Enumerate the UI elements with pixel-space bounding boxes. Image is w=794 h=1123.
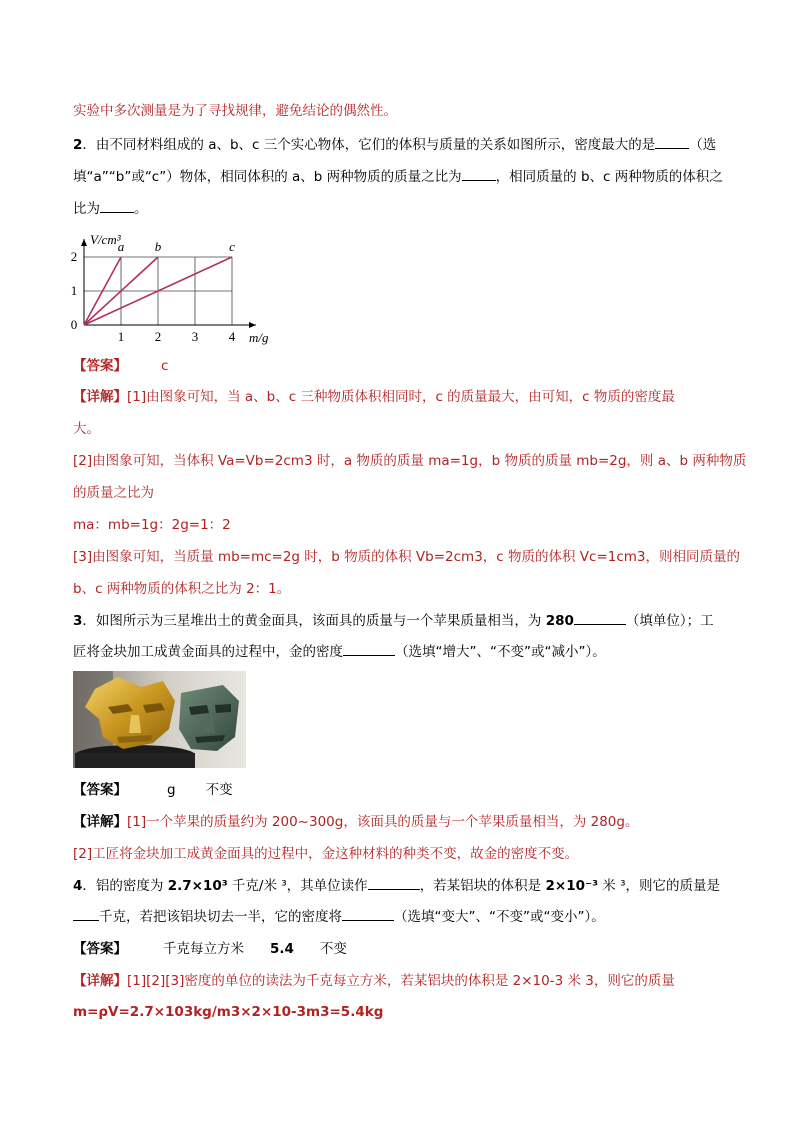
x-axis-arrow	[249, 322, 256, 328]
q2-line-3	[73, 200, 148, 218]
q4-answer-label: 【答案】	[73, 941, 127, 957]
q4-line-1	[73, 877, 720, 895]
q3-number-280: 280	[545, 613, 574, 629]
q2-line-2	[73, 168, 723, 186]
x-axis-label: m/g	[249, 330, 269, 345]
q3-blank-2[interactable]	[343, 643, 395, 656]
x-tick-label-4: 4	[228, 329, 236, 344]
q4-answer-2: 5.4	[270, 941, 294, 957]
q3-answer-row	[73, 781, 233, 799]
q4-blank-2[interactable]	[73, 908, 99, 921]
q3-answer-label: 【答案】	[73, 782, 127, 798]
y-tick-label-1: 1	[70, 283, 78, 298]
q4-density-value: 2.7×10³	[167, 878, 228, 894]
q3-detail-label: 【详解】	[73, 814, 127, 830]
q3-text-1b: （填单位）；工	[625, 613, 714, 629]
q4-detail-2: m=ρV=2.7×103kg/m3×2×10-3m3=5.4kg	[73, 1004, 384, 1020]
series-label-a: a	[117, 239, 125, 254]
q4-answer-1: 千克每立方米	[163, 941, 244, 957]
series-label-c: c	[229, 239, 235, 254]
q3-detail-1-text: [1]一个苹果的质量约为 200~300g，该面具的质量与一个苹果质量相当，为 280g。	[127, 814, 639, 830]
q4-text-2b: （选填“变大”、“不变”或“变小”）。	[394, 909, 605, 925]
x-tick-label-2: 2	[154, 329, 162, 344]
q4-blank-1[interactable]	[368, 877, 420, 890]
q4-detail-1-text: [1][2][3]密度的单位的读法为千克每立方米，若某铝块的体积是 2×10-3 米 3，则它的质量	[127, 973, 675, 989]
q4-number: 4	[73, 878, 83, 894]
q3-detail-1	[73, 813, 638, 831]
q2-detail-2: [2]由图象可知，当体积 Va=Vb=2cm3 时，a 物质的质量 ma=1g，b 物质的质量 mb=2g，则 a、b 两种物质	[73, 453, 747, 469]
q4-blank-3[interactable]	[342, 908, 394, 921]
q2-line-1	[73, 136, 716, 154]
q2-blank-2[interactable]	[462, 168, 496, 181]
q2-answer: c	[161, 358, 169, 374]
q4-detail-1	[73, 972, 675, 990]
q3-answer-1: g	[167, 782, 176, 798]
q2-detail-2b: 的质量之比为	[73, 485, 154, 501]
q4-text-1f: 米 ³，则它的质量是	[598, 878, 721, 894]
q4-volume-value: 2×10⁻³	[545, 878, 599, 894]
q2-answer-row	[73, 357, 168, 375]
y-tick-label-2: 2	[70, 249, 78, 264]
q2-text-2a: 填“a”“b”或“c”）物体，相同体积的 a、b 两种物质的质量之比为	[73, 169, 462, 185]
q2-detail-3b: b、c 两种物质的体积之比为 2：1。	[73, 581, 291, 597]
volume-mass-chart	[68, 222, 278, 350]
q4-answer-row	[73, 940, 347, 958]
q2-blank-1[interactable]	[655, 136, 689, 149]
mask-photo-illustration	[73, 671, 246, 768]
origin-label: 0	[70, 317, 78, 332]
q2-number: 2	[73, 137, 83, 153]
q3-text-1a: ．如图所示为三星堆出土的黄金面具，该面具的质量与一个苹果质量相当，为	[82, 613, 546, 629]
q3-line-2	[73, 643, 606, 661]
q3-line-1	[73, 612, 714, 630]
series-label-b: b	[154, 239, 162, 254]
q2-detail-1c: 大。	[73, 421, 100, 437]
q2-detail-label: 【详解】	[73, 389, 127, 405]
q2-blank-3[interactable]	[100, 200, 134, 213]
q4-text-1d: ，若某铝块的体积是	[419, 878, 546, 894]
q3-text-2a: 匠将金块加工成黄金面具的过程中，金的密度	[73, 644, 343, 660]
y-axis-label: V/cm³	[90, 232, 121, 247]
q3-detail-2: [2]工匠将金块加工成黄金面具的过程中，金这种材料的种类不变，故金的密度不变。	[73, 846, 579, 862]
q2-text-1a: ．由不同材料组成的 a、b、c 三个实心物体，它们的体积与质量的关系如图所示，密度最大的是	[82, 137, 656, 153]
golden-mask-photo	[73, 671, 246, 768]
q2-detail-1-text: [1]由图象可知，当 a、b、c 三种物质体积相同时，c 的质量最大，由可知，c 物质的密度最	[127, 389, 675, 405]
q2-answer-label: 【答案】	[73, 358, 127, 374]
q3-blank-1[interactable]	[574, 612, 626, 625]
q2-text-3a: 比为	[73, 201, 100, 217]
q4-text-1a: ．铝的密度为	[82, 878, 168, 894]
q4-answer-3: 不变	[319, 941, 347, 957]
q4-detail-label: 【详解】	[73, 973, 127, 989]
q3-text-2b: （选填“增大”、“不变”或“减小”）。	[395, 644, 606, 660]
q2-text-1b: （选	[689, 137, 717, 153]
y-axis-arrow	[81, 239, 87, 246]
x-tick-label-3: 3	[191, 329, 199, 344]
x-tick-label-1: 1	[117, 329, 125, 344]
q4-line-2	[73, 908, 605, 926]
intro-text: 实验中多次测量是为了寻找规律，避免结论的偶然性。	[73, 103, 397, 119]
q2-detail-3: [3]由图象可知，当质量 mb=mc=2g 时，b 物质的体积 Vb=2cm3，c 物质的体积 Vc=1cm3，则相同质量的	[73, 549, 741, 565]
q4-text-1c: 千克/米 ³，其单位读作	[227, 878, 368, 894]
q2-text-3b: 。	[134, 201, 148, 217]
q4-text-2a: 千克，若把该铝块切去一半，它的密度将	[99, 909, 342, 925]
chart-labels	[71, 232, 269, 345]
q3-number: 3	[73, 613, 83, 629]
q2-text-2b: ，相同质量的 b、c 两种物质的体积之	[495, 169, 723, 185]
q2-detail-2c: ma：mb=1g：2g=1：2	[73, 517, 231, 533]
q3-answer-2: 不变	[205, 782, 233, 798]
q2-detail-1	[73, 388, 675, 406]
